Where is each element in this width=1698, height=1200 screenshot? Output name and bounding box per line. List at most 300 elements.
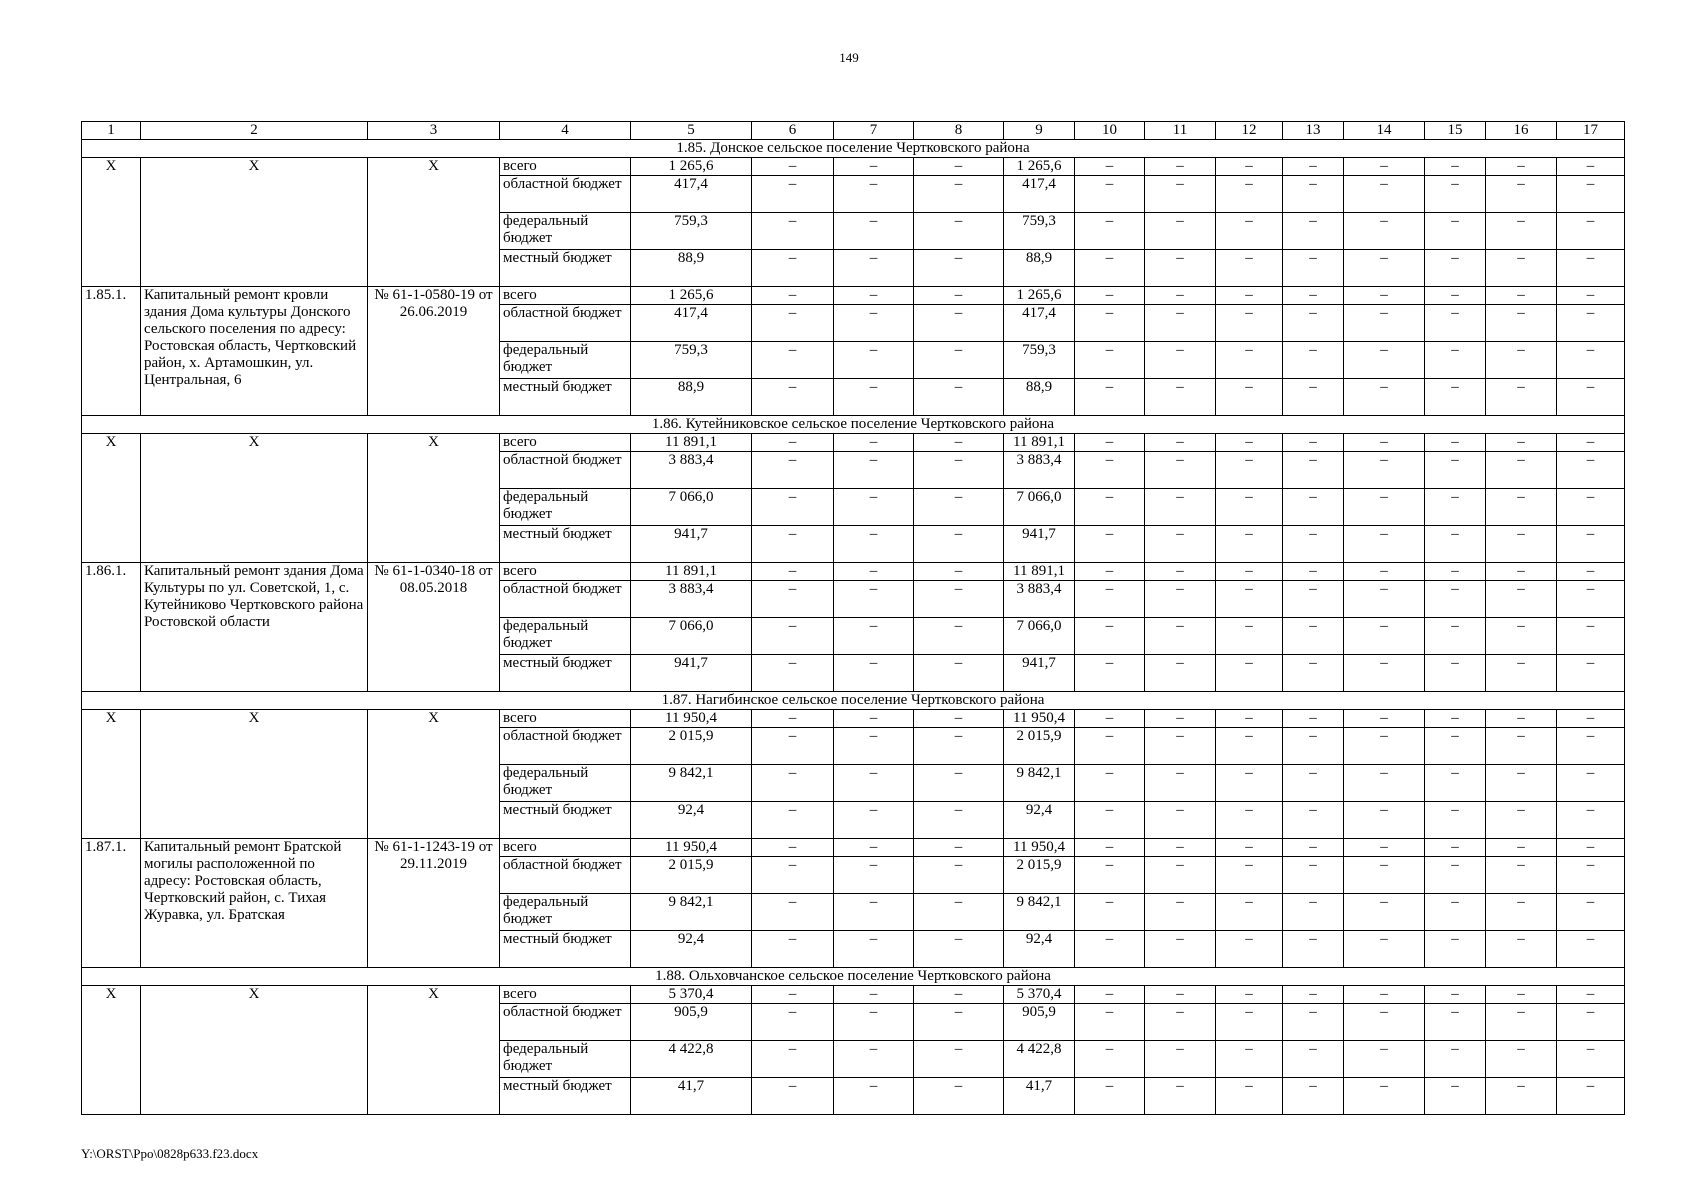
dash-cell: – bbox=[1216, 526, 1283, 563]
dash-cell: – bbox=[1145, 287, 1216, 305]
dash-cell: – bbox=[1557, 618, 1625, 655]
dash-cell: – bbox=[1557, 931, 1625, 968]
amount-col5: 11 891,1 bbox=[631, 434, 752, 452]
dash-cell: – bbox=[914, 765, 1004, 802]
section-title: 1.85. Донское сельское поселение Чертковского района bbox=[82, 140, 1625, 158]
amount-col9: 3 883,4 bbox=[1004, 581, 1075, 618]
dash-cell: – bbox=[752, 158, 834, 176]
dash-cell: – bbox=[1486, 379, 1557, 416]
dash-cell: – bbox=[1145, 618, 1216, 655]
dash-cell: – bbox=[1075, 857, 1145, 894]
amount-col9: 905,9 bbox=[1004, 1004, 1075, 1041]
dash-cell: – bbox=[1075, 158, 1145, 176]
dash-cell: – bbox=[1425, 710, 1486, 728]
amount-col5: 92,4 bbox=[631, 802, 752, 839]
dash-cell: – bbox=[1557, 655, 1625, 692]
dash-cell: – bbox=[834, 655, 914, 692]
dash-cell: – bbox=[1425, 894, 1486, 931]
dash-cell: – bbox=[1425, 250, 1486, 287]
dash-cell: – bbox=[1145, 305, 1216, 342]
dash-cell: – bbox=[834, 526, 914, 563]
dash-cell: – bbox=[1425, 765, 1486, 802]
dash-cell: – bbox=[1216, 342, 1283, 379]
dash-cell: – bbox=[1425, 452, 1486, 489]
dash-cell: – bbox=[752, 1041, 834, 1078]
amount-col5: 2 015,9 bbox=[631, 857, 752, 894]
amount-col5: 88,9 bbox=[631, 379, 752, 416]
x-mark: Х bbox=[368, 434, 500, 563]
dash-cell: – bbox=[1344, 618, 1425, 655]
dash-cell: – bbox=[1145, 655, 1216, 692]
dash-cell: – bbox=[1283, 986, 1344, 1004]
dash-cell: – bbox=[1216, 250, 1283, 287]
dash-cell: – bbox=[1075, 250, 1145, 287]
amount-col5: 9 842,1 bbox=[631, 765, 752, 802]
dash-cell: – bbox=[1344, 1078, 1425, 1115]
dash-cell: – bbox=[1075, 213, 1145, 250]
column-number: 7 bbox=[834, 122, 914, 140]
dash-cell: – bbox=[752, 802, 834, 839]
budget-label: местный бюджет bbox=[500, 1078, 631, 1115]
dash-cell: – bbox=[914, 213, 1004, 250]
x-mark: Х bbox=[141, 434, 368, 563]
dash-cell: – bbox=[1557, 158, 1625, 176]
dash-cell: – bbox=[834, 452, 914, 489]
dash-cell: – bbox=[1344, 710, 1425, 728]
dash-cell: – bbox=[1344, 287, 1425, 305]
amount-col5: 7 066,0 bbox=[631, 618, 752, 655]
dash-cell: – bbox=[1283, 655, 1344, 692]
amount-col5: 88,9 bbox=[631, 250, 752, 287]
budget-label: федеральный бюджет bbox=[500, 213, 631, 250]
budget-label: всего bbox=[500, 287, 631, 305]
dash-cell: – bbox=[834, 213, 914, 250]
column-number: 11 bbox=[1145, 122, 1216, 140]
x-mark: Х bbox=[141, 710, 368, 839]
column-number: 6 bbox=[752, 122, 834, 140]
dash-cell: – bbox=[1344, 342, 1425, 379]
dash-cell: – bbox=[1145, 802, 1216, 839]
dash-cell: – bbox=[1344, 526, 1425, 563]
dash-cell: – bbox=[914, 1041, 1004, 1078]
dash-cell: – bbox=[1216, 305, 1283, 342]
dash-cell: – bbox=[1216, 434, 1283, 452]
dash-cell: – bbox=[1075, 342, 1145, 379]
dash-cell: – bbox=[1425, 839, 1486, 857]
dash-cell: – bbox=[1486, 1004, 1557, 1041]
dash-cell: – bbox=[834, 857, 914, 894]
dash-cell: – bbox=[914, 434, 1004, 452]
dash-cell: – bbox=[1344, 434, 1425, 452]
amount-col9: 941,7 bbox=[1004, 526, 1075, 563]
dash-cell: – bbox=[1216, 1041, 1283, 1078]
dash-cell: – bbox=[834, 563, 914, 581]
column-number: 10 bbox=[1075, 122, 1145, 140]
amount-col9: 92,4 bbox=[1004, 802, 1075, 839]
item-description: Капитальный ремонт Братской могилы расположенной по адресу: Ростовская область, Чертковский район, с. Тихая Журавка, ул. Братская bbox=[141, 839, 368, 968]
dash-cell: – bbox=[1145, 158, 1216, 176]
column-number: 5 bbox=[631, 122, 752, 140]
dash-cell: – bbox=[1075, 802, 1145, 839]
dash-cell: – bbox=[914, 710, 1004, 728]
dash-cell: – bbox=[1075, 581, 1145, 618]
dash-cell: – bbox=[1075, 839, 1145, 857]
dash-cell: – bbox=[834, 305, 914, 342]
dash-cell: – bbox=[1145, 1078, 1216, 1115]
budget-label: всего bbox=[500, 434, 631, 452]
dash-cell: – bbox=[1216, 728, 1283, 765]
dash-cell: – bbox=[914, 931, 1004, 968]
dash-cell: – bbox=[914, 894, 1004, 931]
dash-cell: – bbox=[914, 655, 1004, 692]
dash-cell: – bbox=[914, 305, 1004, 342]
dash-cell: – bbox=[1145, 894, 1216, 931]
dash-cell: – bbox=[1075, 618, 1145, 655]
dash-cell: – bbox=[1344, 489, 1425, 526]
amount-col9: 2 015,9 bbox=[1004, 857, 1075, 894]
dash-cell: – bbox=[1425, 434, 1486, 452]
dash-cell: – bbox=[1425, 857, 1486, 894]
dash-cell: – bbox=[914, 452, 1004, 489]
dash-cell: – bbox=[1557, 1078, 1625, 1115]
section-title-row bbox=[82, 692, 1625, 710]
dash-cell: – bbox=[1216, 618, 1283, 655]
amount-col9: 1 265,6 bbox=[1004, 158, 1075, 176]
dash-cell: – bbox=[834, 581, 914, 618]
dash-cell: – bbox=[1145, 250, 1216, 287]
dash-cell: – bbox=[752, 305, 834, 342]
column-number: 4 bbox=[500, 122, 631, 140]
dash-cell: – bbox=[1557, 894, 1625, 931]
budget-table bbox=[81, 121, 1625, 1115]
dash-cell: – bbox=[914, 158, 1004, 176]
dash-cell: – bbox=[1557, 710, 1625, 728]
dash-cell: – bbox=[752, 452, 834, 489]
dash-cell: – bbox=[1557, 802, 1625, 839]
budget-label: местный бюджет bbox=[500, 655, 631, 692]
item-description: Капитальный ремонт кровли здания Дома культуры Донского сельского поселения по адресу: Ростовская область, Чертковский район, х. Артамошкин, ул. Центральная, 6 bbox=[141, 287, 368, 416]
dash-cell: – bbox=[1486, 176, 1557, 213]
dash-cell: – bbox=[1145, 765, 1216, 802]
dash-cell: – bbox=[914, 618, 1004, 655]
dash-cell: – bbox=[1075, 434, 1145, 452]
dash-cell: – bbox=[914, 1078, 1004, 1115]
budget-label: местный бюджет bbox=[500, 379, 631, 416]
amount-col5: 9 842,1 bbox=[631, 894, 752, 931]
dash-cell: – bbox=[1486, 857, 1557, 894]
item-number: 1.86.1. bbox=[82, 563, 141, 692]
dash-cell: – bbox=[1075, 305, 1145, 342]
dash-cell: – bbox=[914, 581, 1004, 618]
column-number: 14 bbox=[1344, 122, 1425, 140]
amount-col5: 941,7 bbox=[631, 526, 752, 563]
amount-col9: 1 265,6 bbox=[1004, 287, 1075, 305]
amount-col5: 11 891,1 bbox=[631, 563, 752, 581]
dash-cell: – bbox=[752, 250, 834, 287]
dash-cell: – bbox=[1344, 802, 1425, 839]
amount-col5: 417,4 bbox=[631, 305, 752, 342]
dash-cell: – bbox=[1344, 176, 1425, 213]
dash-cell: – bbox=[1425, 1078, 1486, 1115]
amount-col5: 4 422,8 bbox=[631, 1041, 752, 1078]
amount-col9: 7 066,0 bbox=[1004, 618, 1075, 655]
dash-cell: – bbox=[1557, 434, 1625, 452]
dash-cell: – bbox=[1486, 894, 1557, 931]
dash-cell: – bbox=[1557, 1004, 1625, 1041]
dash-cell: – bbox=[1344, 581, 1425, 618]
dash-cell: – bbox=[1557, 287, 1625, 305]
budget-label: федеральный бюджет bbox=[500, 894, 631, 931]
dash-cell: – bbox=[1216, 213, 1283, 250]
dash-cell: – bbox=[834, 1078, 914, 1115]
dash-cell: – bbox=[914, 839, 1004, 857]
dash-cell: – bbox=[1425, 489, 1486, 526]
dash-cell: – bbox=[1344, 563, 1425, 581]
dash-cell: – bbox=[1425, 213, 1486, 250]
dash-cell: – bbox=[1145, 931, 1216, 968]
amount-col9: 92,4 bbox=[1004, 931, 1075, 968]
dash-cell: – bbox=[1283, 1078, 1344, 1115]
amount-col9: 11 950,4 bbox=[1004, 710, 1075, 728]
dash-cell: – bbox=[1216, 986, 1283, 1004]
dash-cell: – bbox=[1283, 839, 1344, 857]
dash-cell: – bbox=[834, 728, 914, 765]
budget-label: местный бюджет bbox=[500, 250, 631, 287]
dash-cell: – bbox=[1283, 305, 1344, 342]
dash-cell: – bbox=[1283, 563, 1344, 581]
dash-cell: – bbox=[1283, 765, 1344, 802]
dash-cell: – bbox=[1344, 986, 1425, 1004]
dash-cell: – bbox=[834, 894, 914, 931]
dash-cell: – bbox=[1216, 563, 1283, 581]
dash-cell: – bbox=[752, 563, 834, 581]
dash-cell: – bbox=[1425, 655, 1486, 692]
dash-cell: – bbox=[1486, 287, 1557, 305]
dash-cell: – bbox=[1425, 802, 1486, 839]
dash-cell: – bbox=[1283, 894, 1344, 931]
budget-label: областной бюджет bbox=[500, 728, 631, 765]
amount-col5: 941,7 bbox=[631, 655, 752, 692]
dash-cell: – bbox=[1075, 765, 1145, 802]
dash-cell: – bbox=[752, 526, 834, 563]
column-number: 16 bbox=[1486, 122, 1557, 140]
dash-cell: – bbox=[752, 1078, 834, 1115]
dash-cell: – bbox=[1075, 287, 1145, 305]
column-number-row bbox=[82, 122, 1625, 140]
dash-cell: – bbox=[1344, 931, 1425, 968]
dash-cell: – bbox=[1344, 894, 1425, 931]
dash-cell: – bbox=[1145, 213, 1216, 250]
dash-cell: – bbox=[752, 581, 834, 618]
dash-cell: – bbox=[1283, 710, 1344, 728]
dash-cell: – bbox=[1075, 563, 1145, 581]
file-path-footer: Y:\ORST\Ppo\0828p633.f23.docx bbox=[81, 1146, 259, 1161]
dash-cell: – bbox=[914, 563, 1004, 581]
dash-cell: – bbox=[1075, 176, 1145, 213]
total-row bbox=[82, 986, 1625, 1004]
dash-cell: – bbox=[752, 618, 834, 655]
amount-col5: 2 015,9 bbox=[631, 728, 752, 765]
dash-cell: – bbox=[1216, 287, 1283, 305]
item-description: Капитальный ремонт здания Дома Культуры по ул. Советской, 1, с. Кутейниково Чертковского района Ростовской области bbox=[141, 563, 368, 692]
dash-cell: – bbox=[914, 526, 1004, 563]
amount-col9: 417,4 bbox=[1004, 176, 1075, 213]
dash-cell: – bbox=[834, 618, 914, 655]
dash-cell: – bbox=[1486, 765, 1557, 802]
dash-cell: – bbox=[1344, 1004, 1425, 1041]
permit-code: № 61-1-1243-19 от 29.11.2019 bbox=[368, 839, 500, 968]
dash-cell: – bbox=[1283, 526, 1344, 563]
dash-cell: – bbox=[1557, 857, 1625, 894]
dash-cell: – bbox=[752, 434, 834, 452]
dash-cell: – bbox=[1216, 489, 1283, 526]
amount-col5: 3 883,4 bbox=[631, 581, 752, 618]
dash-cell: – bbox=[1486, 1041, 1557, 1078]
amount-col5: 905,9 bbox=[631, 1004, 752, 1041]
amount-col5: 92,4 bbox=[631, 931, 752, 968]
dash-cell: – bbox=[752, 931, 834, 968]
dash-cell: – bbox=[1344, 379, 1425, 416]
dash-cell: – bbox=[1425, 728, 1486, 765]
amount-col9: 3 883,4 bbox=[1004, 452, 1075, 489]
dash-cell: – bbox=[834, 1041, 914, 1078]
column-number: 8 bbox=[914, 122, 1004, 140]
x-mark: Х bbox=[141, 986, 368, 1115]
dash-cell: – bbox=[752, 489, 834, 526]
column-number: 13 bbox=[1283, 122, 1344, 140]
column-number: 1 bbox=[82, 122, 141, 140]
amount-col9: 9 842,1 bbox=[1004, 765, 1075, 802]
amount-col9: 88,9 bbox=[1004, 250, 1075, 287]
dash-cell: – bbox=[1145, 452, 1216, 489]
dash-cell: – bbox=[834, 710, 914, 728]
column-number: 17 bbox=[1557, 122, 1625, 140]
amount-col5: 41,7 bbox=[631, 1078, 752, 1115]
item-row bbox=[82, 563, 1625, 581]
dash-cell: – bbox=[914, 802, 1004, 839]
dash-cell: – bbox=[1486, 802, 1557, 839]
dash-cell: – bbox=[1557, 581, 1625, 618]
dash-cell: – bbox=[1557, 1041, 1625, 1078]
amount-col9: 759,3 bbox=[1004, 213, 1075, 250]
dash-cell: – bbox=[1145, 563, 1216, 581]
dash-cell: – bbox=[1344, 765, 1425, 802]
amount-col5: 11 950,4 bbox=[631, 710, 752, 728]
dash-cell: – bbox=[1425, 305, 1486, 342]
total-row bbox=[82, 710, 1625, 728]
dash-cell: – bbox=[1216, 765, 1283, 802]
amount-col9: 88,9 bbox=[1004, 379, 1075, 416]
amount-col9: 11 891,1 bbox=[1004, 434, 1075, 452]
item-row bbox=[82, 839, 1625, 857]
dash-cell: – bbox=[1557, 526, 1625, 563]
dash-cell: – bbox=[1216, 931, 1283, 968]
item-number: 1.87.1. bbox=[82, 839, 141, 968]
dash-cell: – bbox=[1344, 655, 1425, 692]
dash-cell: – bbox=[1283, 452, 1344, 489]
column-number: 15 bbox=[1425, 122, 1486, 140]
budget-label: всего bbox=[500, 563, 631, 581]
dash-cell: – bbox=[1075, 1041, 1145, 1078]
dash-cell: – bbox=[1075, 728, 1145, 765]
dash-cell: – bbox=[1425, 931, 1486, 968]
dash-cell: – bbox=[1557, 305, 1625, 342]
dash-cell: – bbox=[834, 839, 914, 857]
x-mark: Х bbox=[82, 434, 141, 563]
dash-cell: – bbox=[914, 342, 1004, 379]
budget-label: всего bbox=[500, 710, 631, 728]
amount-col9: 759,3 bbox=[1004, 342, 1075, 379]
dash-cell: – bbox=[1283, 342, 1344, 379]
dash-cell: – bbox=[1486, 213, 1557, 250]
dash-cell: – bbox=[752, 379, 834, 416]
dash-cell: – bbox=[1216, 839, 1283, 857]
dash-cell: – bbox=[1283, 1004, 1344, 1041]
budget-label: всего bbox=[500, 158, 631, 176]
dash-cell: – bbox=[1344, 857, 1425, 894]
dash-cell: – bbox=[1283, 379, 1344, 416]
dash-cell: – bbox=[1486, 839, 1557, 857]
dash-cell: – bbox=[1344, 213, 1425, 250]
dash-cell: – bbox=[1283, 1041, 1344, 1078]
dash-cell: – bbox=[1425, 526, 1486, 563]
dash-cell: – bbox=[834, 765, 914, 802]
dash-cell: – bbox=[1425, 342, 1486, 379]
dash-cell: – bbox=[914, 489, 1004, 526]
column-number: 3 bbox=[368, 122, 500, 140]
dash-cell: – bbox=[1486, 728, 1557, 765]
dash-cell: – bbox=[1557, 986, 1625, 1004]
column-number: 2 bbox=[141, 122, 368, 140]
amount-col5: 3 883,4 bbox=[631, 452, 752, 489]
dash-cell: – bbox=[834, 176, 914, 213]
amount-col9: 11 891,1 bbox=[1004, 563, 1075, 581]
dash-cell: – bbox=[914, 176, 1004, 213]
dash-cell: – bbox=[1486, 434, 1557, 452]
dash-cell: – bbox=[752, 710, 834, 728]
dash-cell: – bbox=[1216, 379, 1283, 416]
total-row bbox=[82, 434, 1625, 452]
dash-cell: – bbox=[834, 158, 914, 176]
budget-label: федеральный бюджет bbox=[500, 1041, 631, 1078]
dash-cell: – bbox=[914, 250, 1004, 287]
column-number: 12 bbox=[1216, 122, 1283, 140]
dash-cell: – bbox=[752, 728, 834, 765]
dash-cell: – bbox=[1344, 305, 1425, 342]
dash-cell: – bbox=[1486, 563, 1557, 581]
dash-cell: – bbox=[1283, 250, 1344, 287]
budget-label: всего bbox=[500, 986, 631, 1004]
dash-cell: – bbox=[1145, 526, 1216, 563]
amount-col5: 11 950,4 bbox=[631, 839, 752, 857]
dash-cell: – bbox=[1557, 176, 1625, 213]
dash-cell: – bbox=[1486, 931, 1557, 968]
dash-cell: – bbox=[752, 342, 834, 379]
dash-cell: – bbox=[1216, 581, 1283, 618]
dash-cell: – bbox=[1145, 342, 1216, 379]
dash-cell: – bbox=[1486, 986, 1557, 1004]
dash-cell: – bbox=[752, 894, 834, 931]
amount-col9: 11 950,4 bbox=[1004, 839, 1075, 857]
amount-col9: 5 370,4 bbox=[1004, 986, 1075, 1004]
budget-label: федеральный бюджет bbox=[500, 489, 631, 526]
dash-cell: – bbox=[1557, 765, 1625, 802]
x-mark: Х bbox=[82, 158, 141, 287]
budget-label: всего bbox=[500, 839, 631, 857]
item-number: 1.85.1. bbox=[82, 287, 141, 416]
budget-label: местный бюджет bbox=[500, 802, 631, 839]
dash-cell: – bbox=[1145, 434, 1216, 452]
